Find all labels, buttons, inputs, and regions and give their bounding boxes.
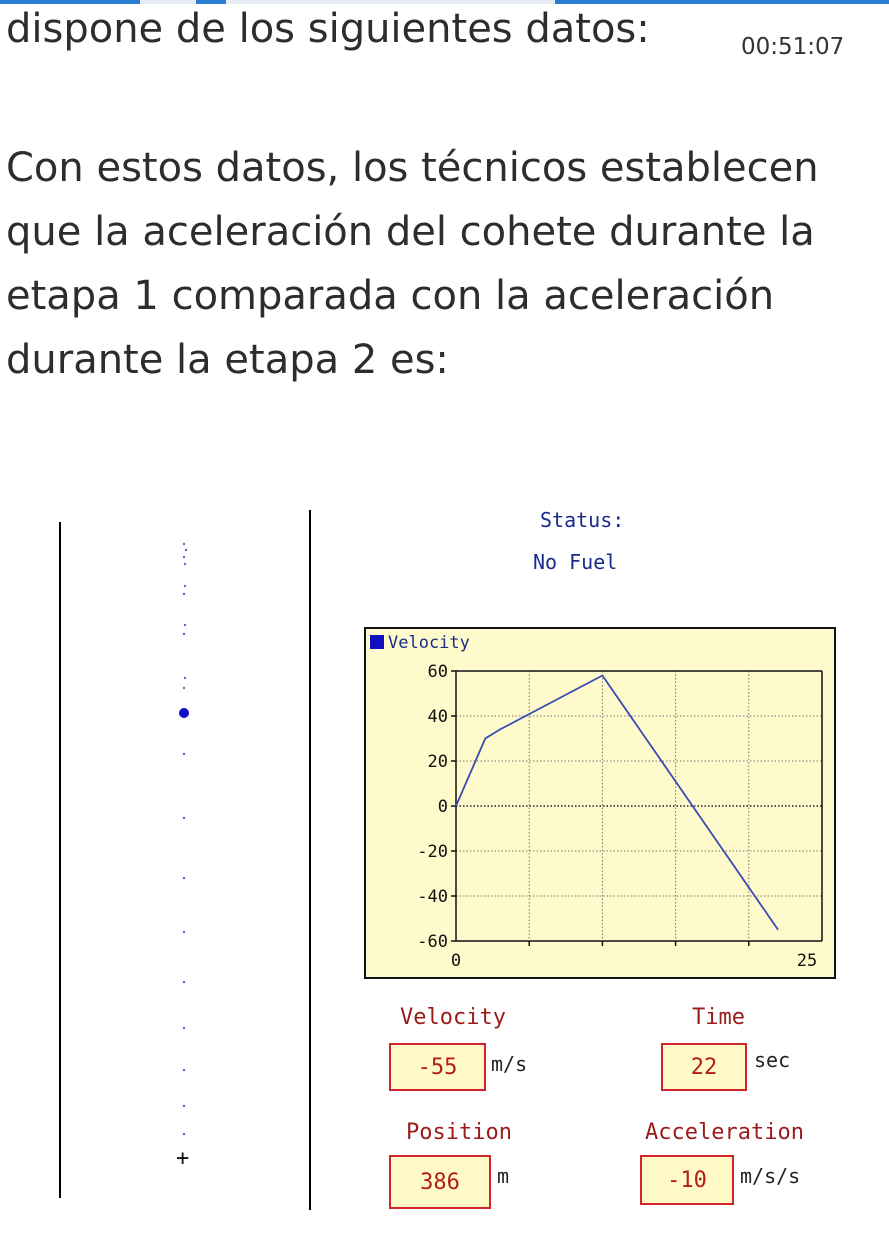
x-tick-label: 0 <box>450 951 462 971</box>
center-divider <box>309 510 311 1210</box>
legend-swatch <box>370 635 384 649</box>
position-unit: m <box>497 1164 510 1188</box>
acceleration-unit: m/s/s <box>740 1164 801 1188</box>
position-label: Position <box>406 1120 512 1145</box>
y-tick-label: -40 <box>417 887 448 907</box>
legend-label: Velocity <box>388 633 470 653</box>
x-tick-label: 25 <box>796 951 818 971</box>
time-value: 22 <box>661 1043 747 1091</box>
y-tick-label: -20 <box>417 842 448 862</box>
time-unit: sec <box>754 1048 791 1072</box>
simulation-panel <box>0 500 889 1245</box>
question-intro: dispone de los siguientes datos: <box>6 6 650 52</box>
acceleration-label: Acceleration <box>645 1120 804 1145</box>
rocket-dot <box>179 708 189 718</box>
y-tick-label: 20 <box>427 752 448 772</box>
status-label: Status: <box>540 508 625 532</box>
velocity-graph <box>364 627 836 979</box>
velocity-series-line <box>456 676 778 930</box>
launch-marker: + <box>176 1146 190 1171</box>
y-tick-label: 40 <box>427 707 448 727</box>
rocket-trail <box>150 500 230 1200</box>
left-divider <box>59 522 61 1198</box>
status-value: No Fuel <box>533 550 618 574</box>
progress-bar <box>0 0 889 4</box>
velocity-value: -55 <box>389 1043 486 1091</box>
y-tick-label: 60 <box>427 662 448 682</box>
velocity-unit: m/s <box>491 1052 528 1076</box>
velocity-label: Velocity <box>400 1005 506 1030</box>
timer: 00:51:07 <box>741 34 845 60</box>
time-label: Time <box>692 1005 745 1030</box>
acceleration-value: -10 <box>640 1155 734 1205</box>
y-tick-label: -60 <box>417 932 448 952</box>
question-text: Con estos datos, los técnicos establecen que la aceleración del cohete durante la etapa 1 comparada con la aceleración durante la etapa 2 es: <box>6 145 819 383</box>
position-value: 386 <box>389 1155 491 1209</box>
y-tick-label: 0 <box>437 797 448 817</box>
